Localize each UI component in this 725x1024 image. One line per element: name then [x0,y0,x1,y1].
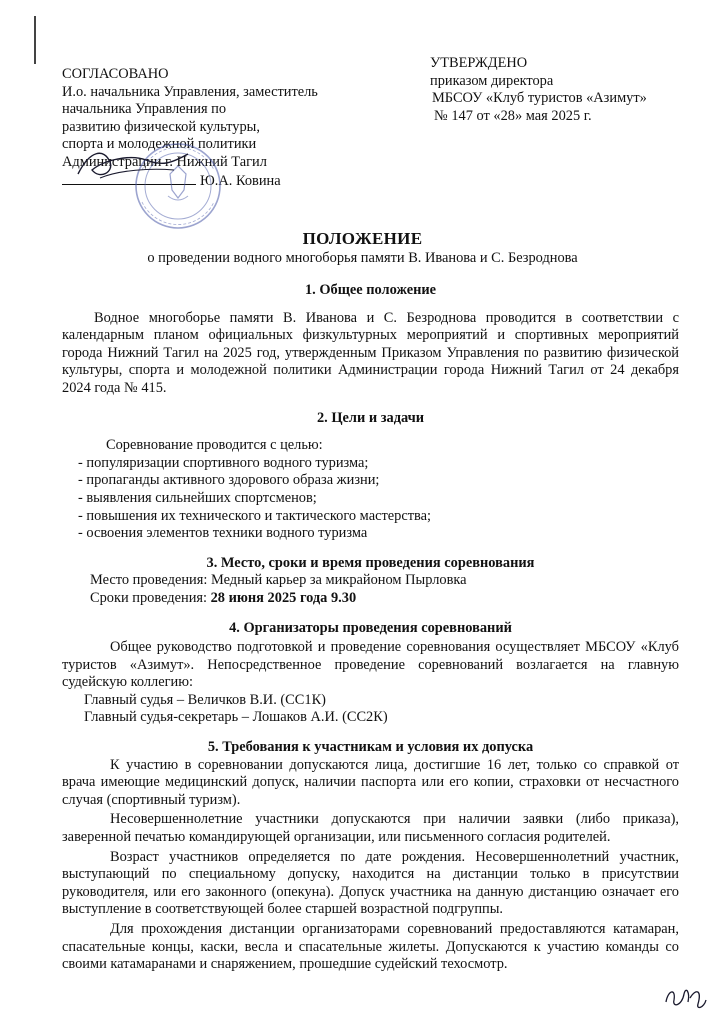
section-heading: 1. Общее положение [304,282,437,298]
approved-line: № 147 от «28» мая 2025 г. [434,107,592,124]
goal-item: - повышения их технического и тактического мастерства; [78,507,432,524]
scan-edge-mark [34,16,36,64]
approved-line: УТВЕРЖДЕНО [430,55,528,71]
approved-block [430,55,700,125]
judge-line: Главный судья – Величков В.И. (СС1К) [84,691,326,708]
section-paragraph: К участию в соревновании допускаются лица, достигшие 16 лет, только со справкой от врача имеющие медицинский допуск, наличии паспорта или его копии, страховки от несчастного случая (спортивный туризм). [62,756,679,808]
venue-row [62,572,679,590]
section-paragraph: Несовершеннолетние участники допускаются при наличии заявки (либо приказа), заверенной печатью командирующей организации, или письменного согласия родителей. [62,811,679,846]
section-heading: 3. Место, сроки и время проведения соревнования [206,554,535,571]
dates-value: 28 июня 2025 года 9.30 [210,589,357,606]
approved-line: приказом директора [430,72,554,89]
goal-item: - популяризации спортивного водного туризма; [78,454,369,471]
goals-intro: Соревнование проводится с целью: [106,437,323,454]
section-paragraph: Водное многоборье памяти В. Иванова и С. Безроднова проводится в соответствии с календарным планом официальных физкультурных мероприятий и спортивных мероприятий города Нижний Тагил на 2025 год, утвержденным Приказом Управления по развитию физической культуры, спорта и молодежной политики Администрации города Нижний Тагил от 24 декабря 2024 года № 415. [62,309,679,396]
dates-row [62,590,679,608]
section-paragraph: Общее руководство подготовкой и проведение соревнования осуществляет МБСОУ «Клуб туристов «Азимут». Непосредственное проведение соревнований возлагается на главную судейскую коллегию: [62,639,679,691]
approval-line: И.о. начальника Управления, заместитель [62,83,318,100]
venue-label: Место проведения: [90,572,211,589]
goal-item: - освоения элементов техники водного туризма [78,525,368,542]
section-heading: 4. Организаторы проведения соревнований [229,619,512,636]
section-heading: 5. Требования к участникам и условия их допуска [207,739,534,756]
document-subtitle: о проведении водного многоборья памяти В. Иванова и С. Безроднова [147,250,578,266]
goal-item: - выявления сильнейших спортсменов; [78,489,317,506]
venue-value: Медный карьер за микрайоном Пырловка [210,572,467,589]
approval-line: СОГЛАСОВАНО [62,66,169,82]
handwritten-initials [660,980,710,1014]
approval-line: Администрации г. Нижний Тагил [62,153,267,170]
judge-line: Главный судья-секретарь – Лошаков А.И. (СС2К) [84,709,388,726]
handwritten-signature [70,140,210,190]
document-body [62,282,679,974]
approved-line: МБСОУ «Клуб туристов «Азимут» [432,90,647,107]
section-paragraph: Для прохождения дистанции организаторами соревнований предоставляются катамаран, спасательные концы, каски, весла и спасательные жилеты. Допускаются к участию команды со своими катамаранами и снаряжением, прошедшие судейский техосмотр. [62,921,679,973]
approval-line: развитию физической культуры, [62,118,260,135]
goal-item: - пропаганды активного здорового образа жизни; [78,472,380,489]
approval-line: спорта и молодежной политики [62,136,257,153]
section-heading: 2. Цели и задачи [316,409,425,426]
approval-line: начальника Управления по [62,101,227,118]
document-title: ПОЛОЖЕНИЕ [302,229,423,248]
section-paragraph: Возраст участников определяется по дате рождения. Несовершеннолетний участник, выступающий по специальному допуску, находится на дистанции только в присутствии руководителя, или его законного (опекуна). Допуск участника на данную дистанцию означает его выступление в соответствующей более старшей возрастной подгруппы. [62,848,679,918]
approval-signatory: Ю.А. Ковина [200,172,281,189]
dates-label: Сроки проведения: [90,589,211,606]
